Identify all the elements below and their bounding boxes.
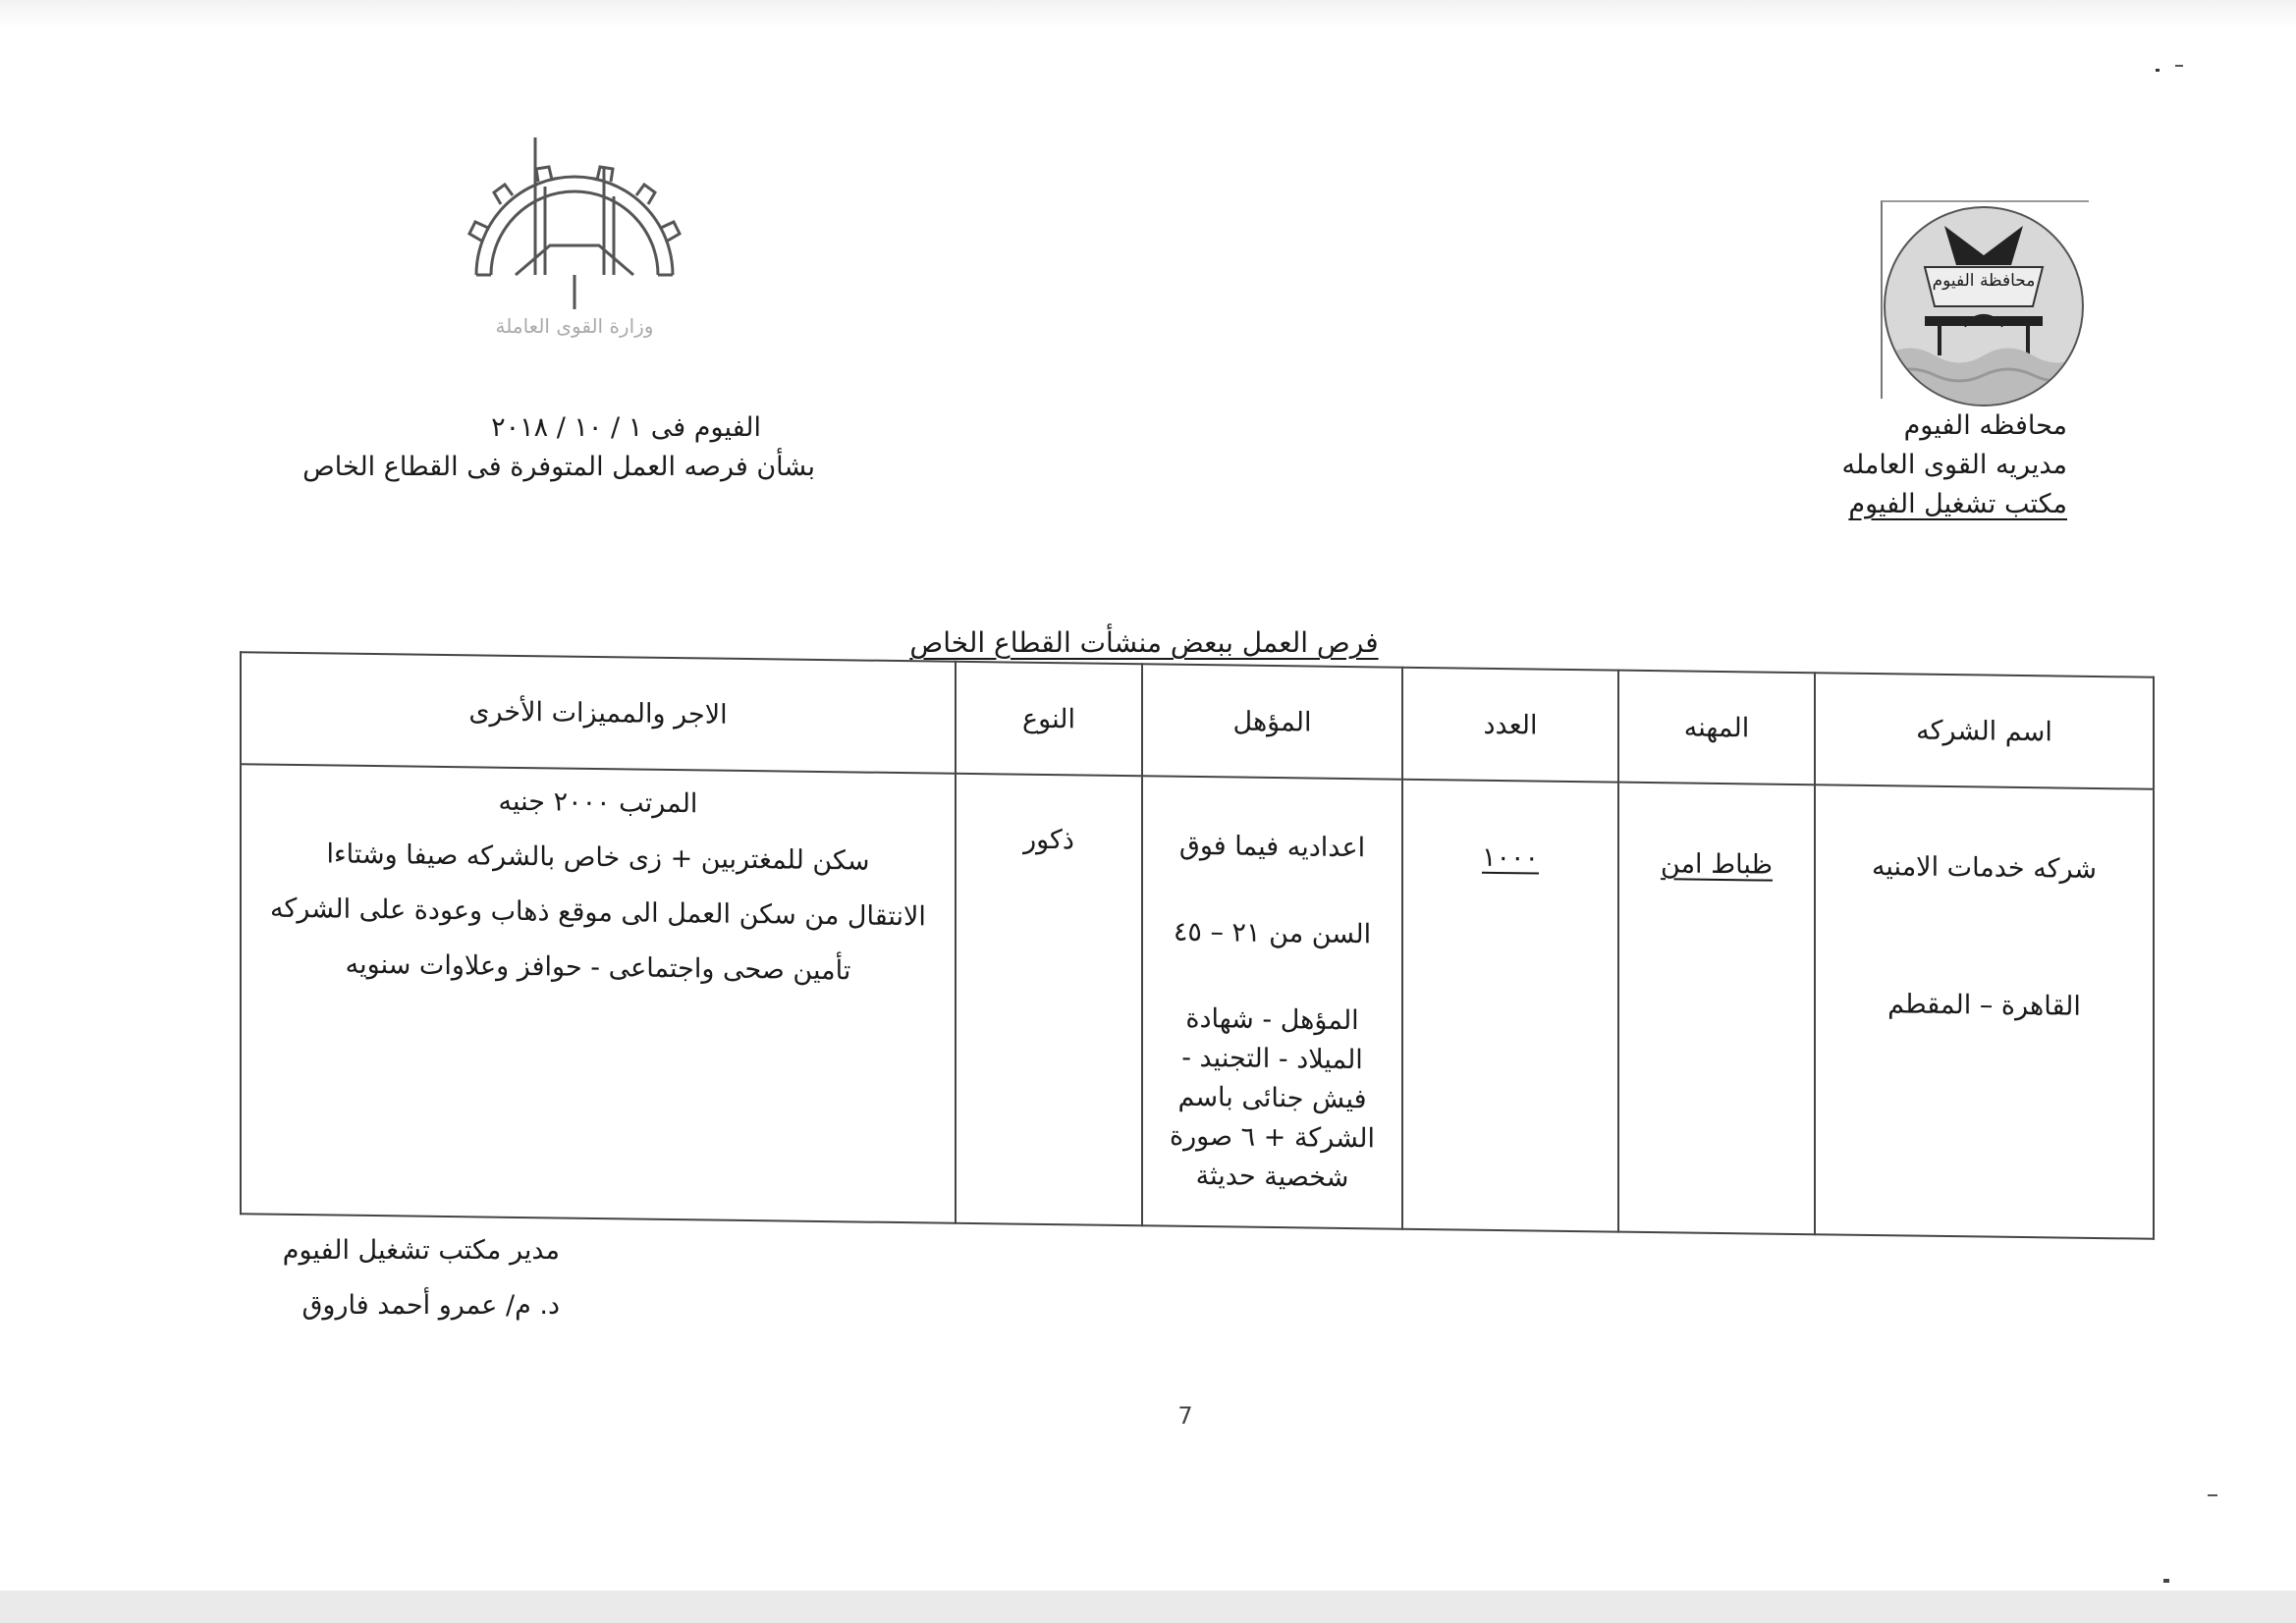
- header-left-block: [295, 408, 815, 487]
- fayoum-seal: [1884, 206, 2084, 406]
- header-company: اسم الشركه: [1815, 673, 2154, 789]
- date-line: الفيوم فى ١ / ١٠ / ٢٠١٨: [491, 412, 761, 443]
- documents-line: فيش جنائى باسم: [1177, 1081, 1367, 1115]
- jobs-table: [240, 651, 2155, 1240]
- header-gender: النوع: [956, 662, 1142, 776]
- gender-value: ذكور: [1023, 824, 1074, 856]
- scan-speck: [2163, 1579, 2169, 1583]
- scan-edge-top: [0, 0, 2296, 27]
- seal-emblem-icon: [1886, 208, 2082, 405]
- job-count: ١٠٠٠: [1481, 841, 1539, 874]
- governorate-name: محافظه الفيوم: [1903, 410, 2067, 441]
- benefit-line: تأمين صحى واجتماعى - حوافز وعلاوات سنويه: [345, 948, 851, 987]
- cell-benefits: [241, 764, 956, 1223]
- documents-line: المؤهل - شهادة: [1185, 1002, 1359, 1037]
- benefit-line: سكن للمغتربين + زى خاص بالشركه صيفا وشتاءا: [326, 839, 870, 877]
- documents-line: الشركة + ٦ صورة: [1169, 1120, 1375, 1155]
- scan-speck: [2175, 65, 2183, 67]
- page-number: 7: [1177, 1402, 1193, 1430]
- benefit-line: المرتب ٢٠٠٠ جنيه: [498, 785, 698, 820]
- header-qualification: المؤهل: [1142, 664, 1402, 779]
- age-range: السن من ٢١ – ٤٥: [1173, 916, 1372, 950]
- benefit-line: الانتقال من سكن العمل الى موقع ذهاب وعودة على الشركه: [270, 893, 926, 933]
- table-row: [241, 764, 2154, 1239]
- scan-edge-bottom: [0, 1591, 2296, 1623]
- table-title: فرص العمل ببعض منشأت القطاع الخاص: [909, 626, 1379, 659]
- subject-line: بشأن فرصه العمل المتوفرة فى القطاع الخاص: [302, 452, 815, 482]
- header-job: المهنه: [1618, 671, 1815, 785]
- cell-job: [1618, 783, 1815, 1235]
- company-name: شركه خدمات الامنيه: [1871, 850, 2098, 885]
- header-benefits: الاجر والمميزات الأخرى: [241, 652, 956, 774]
- documents-line: الميلاد - التجنيد -: [1181, 1042, 1363, 1076]
- signature-name: د. م/ عمرو أحمد فاروق: [301, 1290, 560, 1321]
- header-count: العدد: [1402, 668, 1618, 783]
- signature-title: مدير مكتب تشغيل الفيوم: [282, 1235, 560, 1266]
- cell-company: [1815, 784, 2154, 1239]
- office-name: مكتب تشغيل الفيوم: [1848, 489, 2067, 519]
- seal-text: محافظة الفيوم: [1932, 271, 2036, 291]
- signature-block: [255, 1231, 560, 1325]
- job-title: ظباط امن: [1661, 848, 1773, 881]
- company-location: القاهرة – المقطم: [1887, 989, 2081, 1022]
- cell-qualification: [1142, 776, 1402, 1228]
- cell-count: [1402, 780, 1618, 1232]
- header-right-block: [1768, 406, 2067, 524]
- scan-speck: [2156, 69, 2159, 72]
- documents-line: شخصية حديثة: [1195, 1160, 1349, 1194]
- qualification-level: اعداديه فيما فوق: [1178, 830, 1366, 864]
- scan-speck: [2208, 1494, 2217, 1496]
- directorate-name: مديريه القوى العامله: [1841, 450, 2067, 480]
- cell-gender: [956, 774, 1142, 1225]
- ministry-logo: [462, 128, 687, 353]
- ministry-logo-text: وزارة القوى العاملة: [495, 314, 654, 338]
